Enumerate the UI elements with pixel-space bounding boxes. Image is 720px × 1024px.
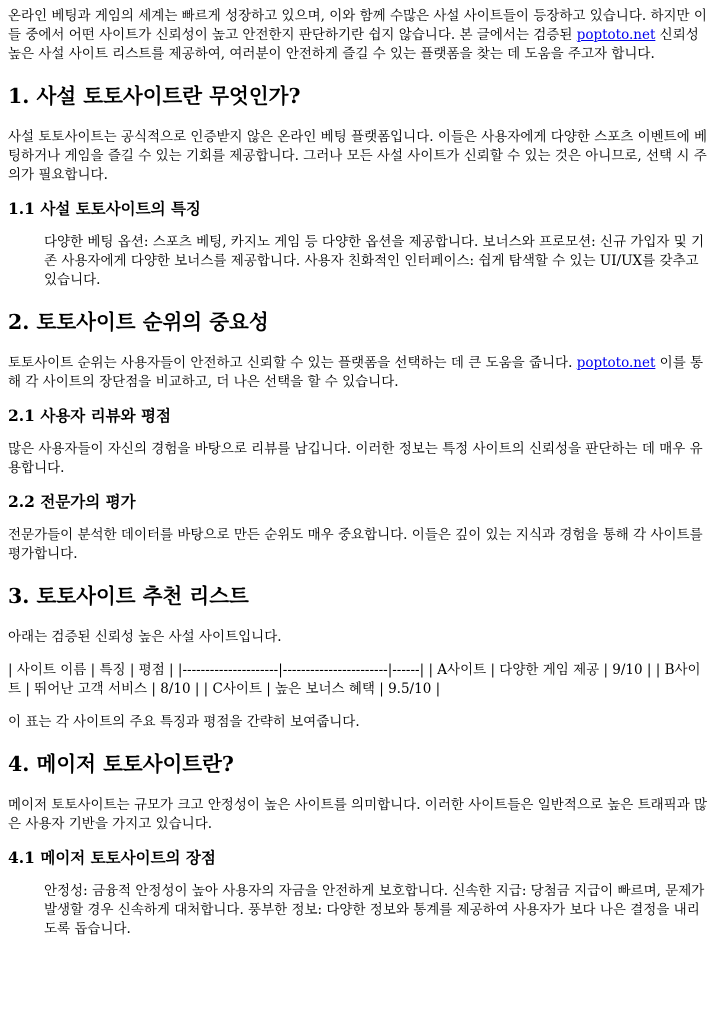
section-2-body-text-2: 이를 통해 각 사이트의 장단점을 비교하고, 더 나은 선택을 할 수 있습니다.: [8, 355, 704, 390]
section-1-1-heading: 1.1 사설 토토사이트의 특징: [8, 199, 201, 218]
section-2-heading: 2. 토토사이트 순위의 중요성: [8, 310, 269, 334]
section-4-1-quote: 안정성: 금융적 안정성이 높아 사용자의 자금을 안전하게 보호합니다. 신속한 지급: 당첨금 지급이 빠르며, 문제가 발생할 경우 신속하게 대처합니다. 풍부한 정보: 다양한 정보와 통계를 제공하여 사용자가 보다 나은 결정을 내리도록 돕습니다.: [44, 883, 705, 937]
section-2-1-heading: 2.1 사용자 리뷰와 평점: [8, 406, 171, 425]
section-2-2-heading: 2.2 전문가의 평가: [8, 492, 136, 511]
section-2-body: [8, 354, 712, 392]
section-4-body: 메이저 토토사이트는 규모가 크고 안정성이 높은 사이트를 의미합니다. 이러한 사이트들은 일반적으로 높은 트래픽과 많은 사용자 기반을 가지고 있습니다.: [8, 797, 708, 832]
article: [0, 7, 720, 939]
section-1-body: 사설 토토사이트는 공식적으로 인증받지 않은 온라인 베팅 플랫폼입니다. 이들은 사용자에게 다양한 스포츠 이벤트에 베팅하거나 게임을 즐길 수 있는 기회를 제공합니다. 그러나 모든 사설 사이트가 신뢰할 수 있는 것은 아니므로, 선택 시 주의가 필요합니다.: [8, 129, 708, 183]
site-table-text: | 사이트 이름 | 특징 | 평점 | |---------------------|-----------------------|------| | A사이트 | 다양한 게임 제공 | 9/10 | | B사이트 | 뛰어난 고객 서비스 | 8/10 | | C사이트 | 높은 보너스 혜택 | 9.5/10 |: [8, 662, 701, 697]
section-1-1-quote: 다양한 베팅 옵션: 스포츠 베팅, 카지노 게임 등 다양한 옵션을 제공합니다. 보너스와 프로모션: 신규 가입자 및 기존 사용자에게 다양한 보너스를 제공합니다. 사용자 친화적인 인터페이스: 쉽게 탐색할 수 있는 UI/UX를 갖추고 있습니다.: [44, 234, 705, 288]
poptoto-link[interactable]: poptoto.net: [576, 355, 656, 371]
section-4-1-heading: 4.1 메이저 토토사이트의 장점: [8, 848, 216, 867]
section-2-1-body: 많은 사용자들이 자신의 경험을 바탕으로 리뷰를 남깁니다. 이러한 정보는 특정 사이트의 신뢰성을 판단하는 데 매우 유용합니다.: [8, 441, 703, 476]
section-3-heading: 3. 토토사이트 추천 리스트: [8, 584, 249, 608]
section-1-heading: 1. 사설 토토사이트란 무엇인가?: [8, 84, 301, 108]
intro-text-1: 온라인 베팅과 게임의 세계는 빠르게 성장하고 있으며, 이와 함께 수많은 사설 사이트들이 등장하고 있습니다. 하지만 이들 중에서 어떤 사이트가 신뢰성이 높고 안전한지 판단하기란 쉽지 않습니다. 본 글에서는 검증된: [8, 8, 707, 43]
section-3-body: 아래는 검증된 신뢰성 높은 사설 사이트입니다.: [8, 629, 282, 645]
poptoto-link[interactable]: poptoto.net: [576, 27, 656, 43]
intro-text-2: 신뢰성 높은 사설 사이트 리스트를 제공하여, 여러분이 안전하게 즐길 수 있는 플랫폼을 찾는 데 도움을 주고자 합니다.: [8, 27, 699, 62]
section-4-heading: 4. 메이저 토토사이트란?: [8, 752, 234, 776]
intro-paragraph: [8, 7, 712, 64]
section-3-after: 이 표는 각 사이트의 주요 특징과 평점을 간략히 보여줍니다.: [8, 714, 360, 730]
section-2-body-text-1: 토토사이트 순위는 사용자들이 안전하고 신뢰할 수 있는 플랫폼을 선택하는 데 큰 도움을 줍니다.: [8, 355, 577, 371]
section-2-2-body: 전문가들이 분석한 데이터를 바탕으로 만든 순위도 매우 중요합니다. 이들은 깊이 있는 지식과 경험을 통해 각 사이트를 평가합니다.: [8, 527, 703, 562]
